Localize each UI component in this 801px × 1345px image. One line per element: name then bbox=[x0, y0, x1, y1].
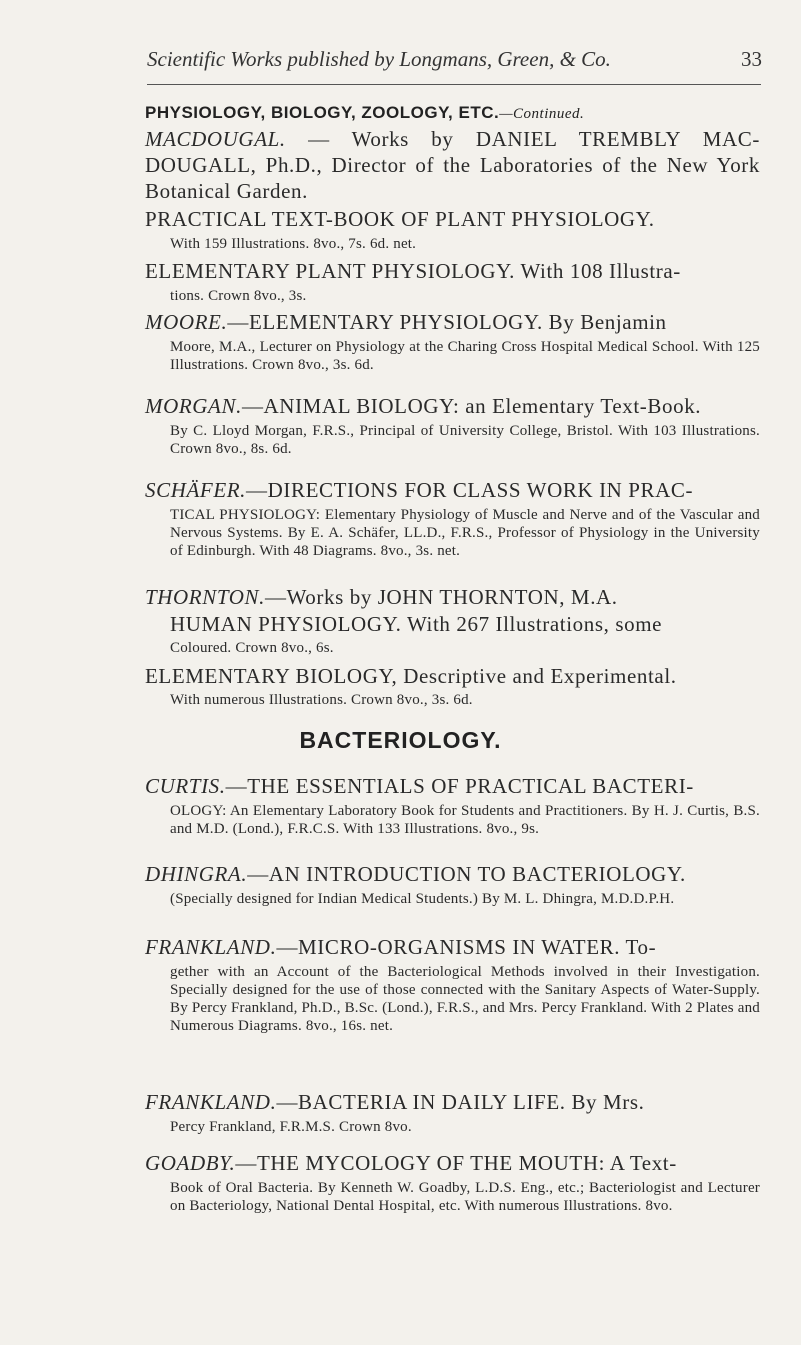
entry-title: —ANIMAL BIOLOGY: an Elementary Text-Book. bbox=[241, 394, 702, 418]
entry-title: —THE MYCOLOGY OF THE MOUTH: A Text- bbox=[235, 1151, 677, 1175]
entry-morgan bbox=[145, 393, 760, 458]
running-head-title: Scientific Works published by Longmans, Green, & Co. bbox=[147, 47, 611, 71]
entry-heading bbox=[145, 477, 760, 503]
entry-heading bbox=[145, 126, 760, 204]
book-details: With 159 Illustrations. 8vo., 7s. 6d. net. bbox=[170, 236, 417, 252]
book-title: PRACTICAL TEXT-BOOK OF PLANT PHYSIOLOGY. bbox=[145, 207, 655, 231]
entry-details: TICAL PHYSIOLOGY: Elementary Physiology of Muscle and Nerve and of the Vascular and Nervous Systems. By E. A. Schäfer, LL.D., F.R.S., Professor of Physiology in the University of Edinburgh. With 48 Diagrams. 8vo., 3s. net. bbox=[170, 507, 760, 559]
entry-author: CURTIS. bbox=[145, 774, 226, 798]
entry-heading bbox=[145, 773, 760, 799]
entry-moore bbox=[145, 309, 760, 374]
entry-schafer bbox=[145, 477, 760, 560]
entry-author: THORNTON. bbox=[145, 585, 265, 609]
page-number: 33 bbox=[741, 47, 762, 71]
entry-author: MORGAN. bbox=[145, 394, 242, 418]
book-title: ELEMENTARY PLANT PHYSIOLOGY. With 108 Illustra- bbox=[145, 259, 681, 283]
section-continued: —Continued. bbox=[499, 106, 585, 122]
entry-title: —ELEMENTARY PHYSIOLOGY. By Benjamin bbox=[227, 310, 667, 334]
book-details: Coloured. Crown 8vo., 6s. bbox=[170, 640, 334, 656]
book-details: tions. Crown 8vo., 3s. bbox=[170, 288, 307, 304]
entry-author: DHINGRA. bbox=[145, 862, 248, 886]
section-heading-bacteriology: BACTERIOLOGY. bbox=[299, 727, 502, 753]
section-heading-physiology bbox=[145, 103, 801, 123]
running-head bbox=[147, 47, 762, 72]
entry-author: SCHÄFER. bbox=[145, 478, 247, 502]
section-title: PHYSIOLOGY, BIOLOGY, ZOOLOGY, ETC. bbox=[145, 103, 500, 122]
entry-details: Percy Frankland, F.R.M.S. Crown 8vo. bbox=[170, 1119, 412, 1135]
entry-details: OLOGY: An Elementary Laboratory Book for Students and Practitioners. By H. J. Curtis, B.S. and M.D. (Lond.), F.R.C.S. With 133 Illustrations. 8vo., 9s. bbox=[170, 803, 760, 837]
entry-macdougal bbox=[145, 126, 760, 305]
book-details: With numerous Illustrations. Crown 8vo., 3s. 6d. bbox=[170, 692, 473, 708]
entry-text: — Works by DANIEL TREMBLY MAC-DOUGALL, Ph.D., Director of the Laboratories of the New York Botanical Garden. bbox=[145, 127, 760, 203]
entry-heading bbox=[145, 861, 760, 887]
entry-heading bbox=[145, 309, 760, 335]
entry-heading bbox=[145, 393, 760, 419]
entry-thornton bbox=[145, 584, 760, 709]
entry-details: (Specially designed for Indian Medical Students.) By M. L. Dhingra, M.D.D.P.H. bbox=[170, 891, 675, 907]
entry-text: —Works by JOHN THORNTON, M.A. bbox=[264, 585, 618, 609]
entry-heading bbox=[145, 584, 760, 610]
entry-title: —AN INTRODUCTION TO BACTERIOLOGY. bbox=[247, 862, 686, 886]
entry-author: MACDOUGAL. bbox=[145, 127, 286, 151]
entry-details: gether with an Account of the Bacteriological Methods involved in their Investigation. Specially designed for the use of those connected with the Sanitary Aspects of Water-Supply. By Percy Frankland, Ph.D., B.Sc. (Lond.), F.R.S., and Mrs. Percy Frankland. With 2 Plates and Numerous Diagrams. 8vo., 16s. net. bbox=[170, 964, 760, 1034]
entry-details: Moore, M.A., Lecturer on Physiology at the Charing Cross Hospital Medical School. With 125 Illustrations. Crown 8vo., 3s. 6d. bbox=[170, 339, 760, 373]
entry-author: MOORE. bbox=[145, 310, 228, 334]
entry-details: Book of Oral Bacteria. By Kenneth W. Goadby, L.D.S. Eng., etc.; Bacteriologist and Lecturer on Bacteriology, National Dental Hospital, etc. With numerous Illustrations. 8vo. bbox=[170, 1180, 760, 1214]
entry-author: GOADBY. bbox=[145, 1151, 236, 1175]
book-title: HUMAN PHYSIOLOGY. With 267 Illustrations, some bbox=[170, 612, 663, 636]
entry-title: —DIRECTIONS FOR CLASS WORK IN PRAC- bbox=[246, 478, 694, 502]
entry-heading bbox=[145, 1150, 760, 1176]
entry-title: —THE ESSENTIALS OF PRACTICAL BACTERI- bbox=[225, 774, 694, 798]
entry-author: FRANKLAND. bbox=[145, 935, 277, 959]
entry-dhingra bbox=[145, 861, 760, 908]
entry-curtis bbox=[145, 773, 760, 838]
entry-heading bbox=[145, 934, 760, 960]
entry-title: —BACTERIA IN DAILY LIFE. By Mrs. bbox=[276, 1090, 645, 1114]
entry-details: By C. Lloyd Morgan, F.R.S., Principal of University College, Bristol. With 103 Illustrations. Crown 8vo., 8s. 6d. bbox=[170, 423, 760, 457]
entry-heading bbox=[145, 1089, 760, 1115]
entry-goadby bbox=[145, 1150, 760, 1215]
book-title: ELEMENTARY BIOLOGY, Descriptive and Experimental. bbox=[145, 664, 677, 688]
header-rule bbox=[147, 84, 761, 85]
entry-frankland-water bbox=[145, 934, 760, 1035]
entry-title: —MICRO-ORGANISMS IN WATER. To- bbox=[276, 935, 657, 959]
entry-frankland-daily bbox=[145, 1089, 760, 1136]
entry-author: FRANKLAND. bbox=[145, 1090, 277, 1114]
